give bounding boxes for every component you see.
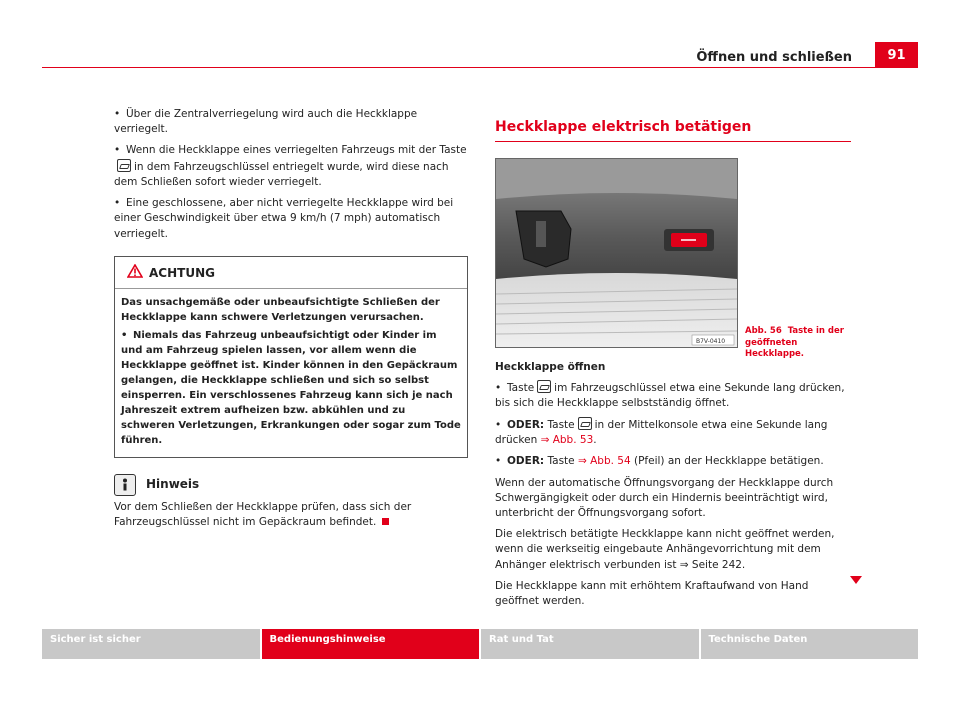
- footer-tab-sicher[interactable]: Sicher ist sicher: [42, 629, 260, 659]
- note-header: [114, 474, 468, 496]
- list-item: • ODER: Taste in der Mittelkonsole etwa eine Sekunde lang drücken ⇒ Abb. 53.: [495, 418, 828, 447]
- figure-caption: [745, 326, 855, 360]
- header-rule: [42, 67, 918, 68]
- running-header-title: Öffnen und schließen: [696, 50, 852, 65]
- console-button-icon: [578, 417, 592, 430]
- page-number: 91: [875, 42, 918, 68]
- note-text: Vor dem Schließen der Heckklappe prüfen, dass sich der Fahrzeugschlüssel nicht im Gepäckraum befindet.: [114, 501, 412, 529]
- footer-tab-rat[interactable]: Rat und Tat: [481, 629, 699, 659]
- figure-caption-label: Abb. 56: [745, 326, 782, 337]
- paragraph: Die elektrisch betätigte Heckklappe kann nicht geöffnet werden, wenn die werkseitig eingebaute Anhängevorrichtung mit dem Anhänger elektrisch verbunden ist ⇒ Seite 242.: [495, 528, 835, 571]
- note-title: Hinweis: [146, 477, 200, 492]
- key-open-icon: [117, 159, 131, 172]
- footer-tab-bedienung[interactable]: Bedienungshinweise: [262, 629, 480, 659]
- warning-intro: Das unsachgemäße oder unbeaufsichtigte Schließen der Heckklappe kann schwere Verletzungen verursachen.: [121, 297, 440, 324]
- warning-body: [115, 289, 467, 457]
- warning-box: [114, 256, 468, 458]
- paragraph: Die Heckklappe kann mit erhöhtem Kraftaufwand von Hand geöffnet werden.: [495, 579, 809, 608]
- figure-caption-text: Taste in der geöffneten Heckklappe.: [745, 326, 844, 360]
- right-column: [495, 117, 851, 615]
- list-item: • Taste im Fahrzeugschlüssel etwa eine Sekunde lang drücken, bis sich die Heckklappe selbstständig öffnet.: [495, 381, 845, 409]
- xref-abb-53[interactable]: ⇒ Abb. 53: [540, 434, 594, 447]
- tailgate-illustration: [496, 159, 737, 347]
- xref-abb-54[interactable]: ⇒ Abb. 54: [577, 455, 631, 468]
- list-item: • Über die Zentralverriegelung wird auch die Heckklappe verriegelt.: [114, 108, 418, 136]
- list-item: • Eine geschlossene, aber nicht verriegelte Heckklappe wird bei einer Geschwindigkeit über etwa 9 km/h (7 mph) automatisch verriegelt.: [114, 197, 454, 240]
- left-column: [114, 107, 468, 537]
- key-open-icon: [537, 380, 551, 393]
- warning-triangle-icon: [127, 264, 143, 278]
- warning-title: ACHTUNG: [149, 265, 215, 280]
- note-info-icon: [114, 474, 136, 496]
- paragraph: Wenn der automatische Öffnungsvorgang der Heckklappe durch Schwergängigkeit oder durch ein Hindernis beeinträchtigt wird, unterbricht der Öffnungsvorgang sofort.: [495, 476, 834, 520]
- list-item: • ODER: Taste ⇒ Abb. 54 (Pfeil) an der Heckklappe betätigen.: [495, 455, 824, 468]
- list-item: • Wenn die Heckklappe eines verriegelten Fahrzeugs mit der Tastein dem Fahrzeugschlüssel entriegelt wurde, wird diese nach dem Schließen sofort wieder verriegelt.: [114, 144, 467, 188]
- note-box: [114, 474, 468, 530]
- warning-header: [115, 257, 467, 289]
- section-title: Heckklappe elektrisch betätigen: [495, 117, 851, 142]
- continue-arrow-icon: [850, 576, 862, 584]
- figure-block: [495, 158, 851, 360]
- subheading: Heckklappe öffnen: [495, 361, 606, 374]
- warning-bullet: • Niemals das Fahrzeug unbeaufsichtigt oder Kinder im und am Fahrzeug spielen lassen, vor allem wenn die Heckklappe geöffnet ist. Kinder können in den Gepäckraum gelangen, die Heckklappe schließen und sich so selbst einsperren. Ein verschlossenes Fahrzeug kann sich je nach Jahreszeit extrem aufheizen bzw. abkühlen und zu schweren Verletzungen, Erkrankungen oder sogar zum Tode führen.: [121, 330, 461, 447]
- end-marker-icon: [382, 518, 389, 525]
- footer-nav: [42, 629, 918, 659]
- tailgate-figure: [495, 158, 738, 348]
- footer-tab-technische[interactable]: Technische Daten: [701, 629, 919, 659]
- figure-code: B7V-0410: [696, 338, 726, 346]
